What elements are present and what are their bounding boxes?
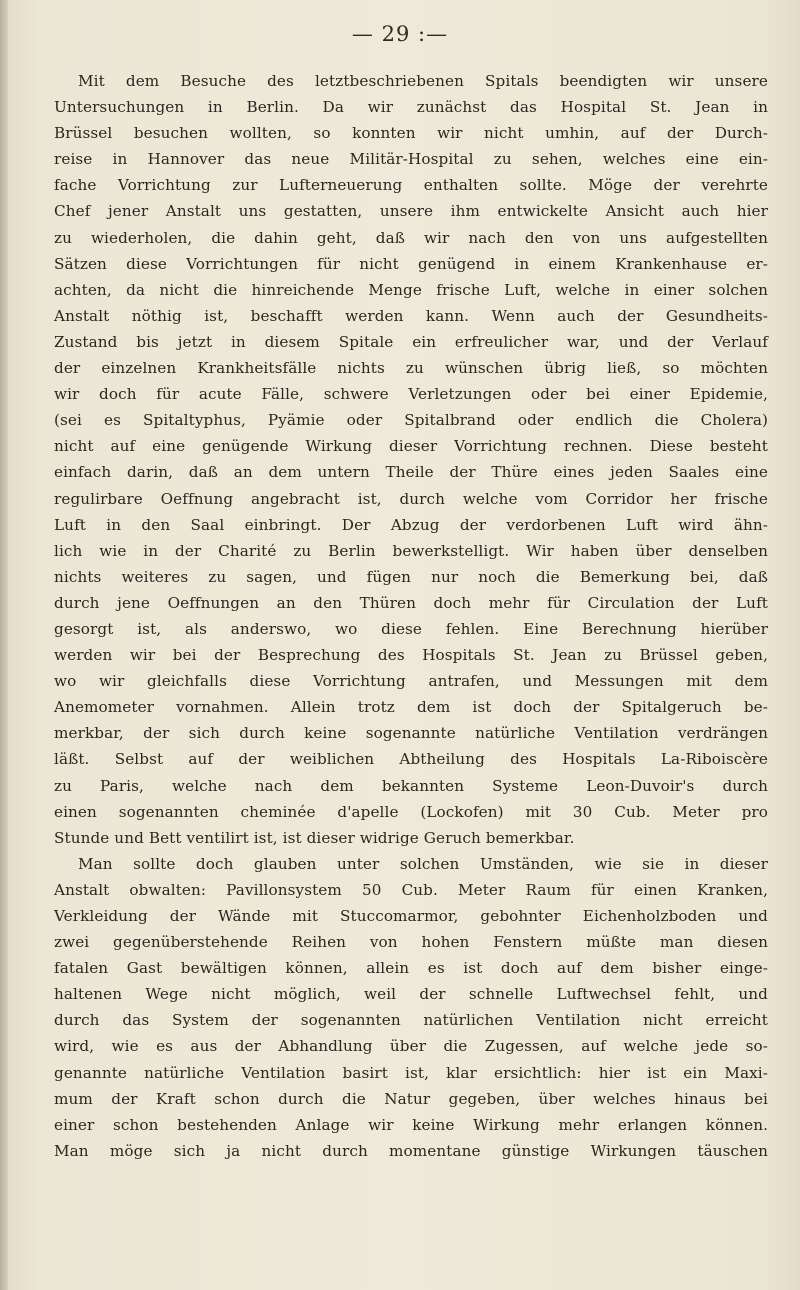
text-line: Brüssel besuchen wollten, so konnten wir nicht umhin, auf der Durch- <box>54 124 768 143</box>
text-line: achten, da nicht die hinreichende Menge frische Luft, welche in einer solchen <box>54 280 768 299</box>
text-line: mum der Kraft schon durch die Natur gegeben, über welches hinaus bei <box>54 1089 768 1108</box>
text-line: zwei gegenüberstehende Reihen von hohen Fenstern müßte man diesen <box>54 933 768 952</box>
text-line: Chef jener Anstalt uns gestatten, unsere ihm entwickelte Ansicht auch hier <box>54 202 768 221</box>
text-line: Anemometer vornahmen. Allein trotz dem ist doch der Spitalgeruch be- <box>54 698 768 717</box>
text-line: reise in Hannover das neue Militär-Hospital zu sehen, welches eine ein- <box>54 150 768 169</box>
text-line: Untersuchungen in Berlin. Da wir zunächst das Hospital St. Jean in <box>54 98 768 117</box>
body-text <box>54 68 768 1164</box>
text-line: Verkleidung der Wände mit Stuccomarmor, gebohnter Eichenholzboden und <box>54 907 768 925</box>
text-line: fatalen Gast bewältigen können, allein es ist doch auf dem bisher einge- <box>54 959 768 978</box>
text-line: einer schon bestehenden Anlage wir keine Wirkung mehr erlangen können. <box>54 1115 768 1134</box>
text-line: Man sollte doch glauben unter solchen Umständen, wie sie in dieser <box>78 854 768 873</box>
text-line: lich wie in der Charité zu Berlin bewerkstelligt. Wir haben über denselben <box>54 541 768 560</box>
text-line: Anstalt nöthig ist, beschafft werden kann. Wenn auch der Gesundheits- <box>54 306 768 325</box>
text-line: wo wir gleichfalls diese Vorrichtung antrafen, und Messungen mit dem <box>54 672 768 691</box>
text-line: nicht auf eine genügende Wirkung dieser Vorrichtung rechnen. Diese besteht <box>54 437 768 456</box>
page-number: — 29 :— <box>351 22 449 46</box>
page-gutter <box>0 0 8 1290</box>
text-line: Mit dem Besuche des letztbeschriebenen Spitals beendigten wir unsere <box>78 72 768 90</box>
text-line: nichts weiteres zu sagen, und fügen nur noch die Bemerkung bei, daß <box>54 567 768 586</box>
text-line: läßt. Selbst auf der weiblichen Abtheilung des Hospitals La-Riboiscère <box>54 750 768 769</box>
text-line: merkbar, der sich durch keine sogenannte natürliche Ventilation verdrängen <box>54 724 768 743</box>
text-line: wird, wie es aus der Abhandlung über die Zugessen, auf welche jede so- <box>54 1037 768 1056</box>
text-line: Zustand bis jetzt in diesem Spitale ein erfreulicher war, und der Verlauf <box>54 332 768 351</box>
text-line: Stunde und Bett ventilirt ist, ist dieser widrige Geruch bemerkbar. <box>54 828 575 847</box>
text-line: Sätzen diese Vorrichtungen für nicht genügend in einem Krankenhause er- <box>54 254 768 273</box>
text-line: genannte natürliche Ventilation basirt ist, klar ersichtlich: hier ist ein Maxi- <box>54 1063 768 1082</box>
text-line: durch jene Oeffnungen an den Thüren doch mehr für Circulation der Luft <box>54 593 768 612</box>
text-line: (sei es Spitaltyphus, Pyämie oder Spitalbrand oder endlich die Cholera) <box>54 411 768 430</box>
text-line: haltenen Wege nicht möglich, weil der schnelle Luftwechsel fehlt, und <box>54 985 768 1004</box>
text-line: Man möge sich ja nicht durch momentane günstige Wirkungen täuschen <box>54 1141 768 1160</box>
text-line: fache Vorrichtung zur Lufterneuerung enthalten sollte. Möge der verehrte <box>54 176 768 195</box>
text-line: gesorgt ist, als anderswo, wo diese fehlen. Eine Berechnung hierüber <box>54 619 768 638</box>
text-line: zu Paris, welche nach dem bekannten Systeme Leon-Duvoir's durch <box>54 776 768 795</box>
text-line: einfach darin, daß an dem untern Theile der Thüre eines jeden Saales eine <box>54 463 768 482</box>
text-line: wir doch für acute Fälle, schwere Verletzungen oder bei einer Epidemie, <box>54 385 768 404</box>
text-line: Anstalt obwalten: Pavillonsystem 50 Cub. Meter Raum für einen Kranken, <box>54 880 768 899</box>
text-line: der einzelnen Krankheitsfälle nichts zu wünschen übrig ließ, so möchten <box>54 359 768 378</box>
text-line: einen sogenannten cheminée d'apelle (Lockofen) mit 30 Cub. Meter pro <box>54 802 768 821</box>
text-line: werden wir bei der Besprechung des Hospitals St. Jean zu Brüssel geben, <box>54 646 768 665</box>
text-line: regulirbare Oeffnung angebracht ist, durch welche vom Corridor her frische <box>54 489 768 508</box>
text-line: zu wiederholen, die dahin geht, daß wir nach den von uns aufgestellten <box>54 228 768 247</box>
text-line: Luft in den Saal einbringt. Der Abzug der verdorbenen Luft wird ähn- <box>54 515 768 534</box>
text-line: durch das System der sogenannten natürlichen Ventilation nicht erreicht <box>54 1011 768 1030</box>
